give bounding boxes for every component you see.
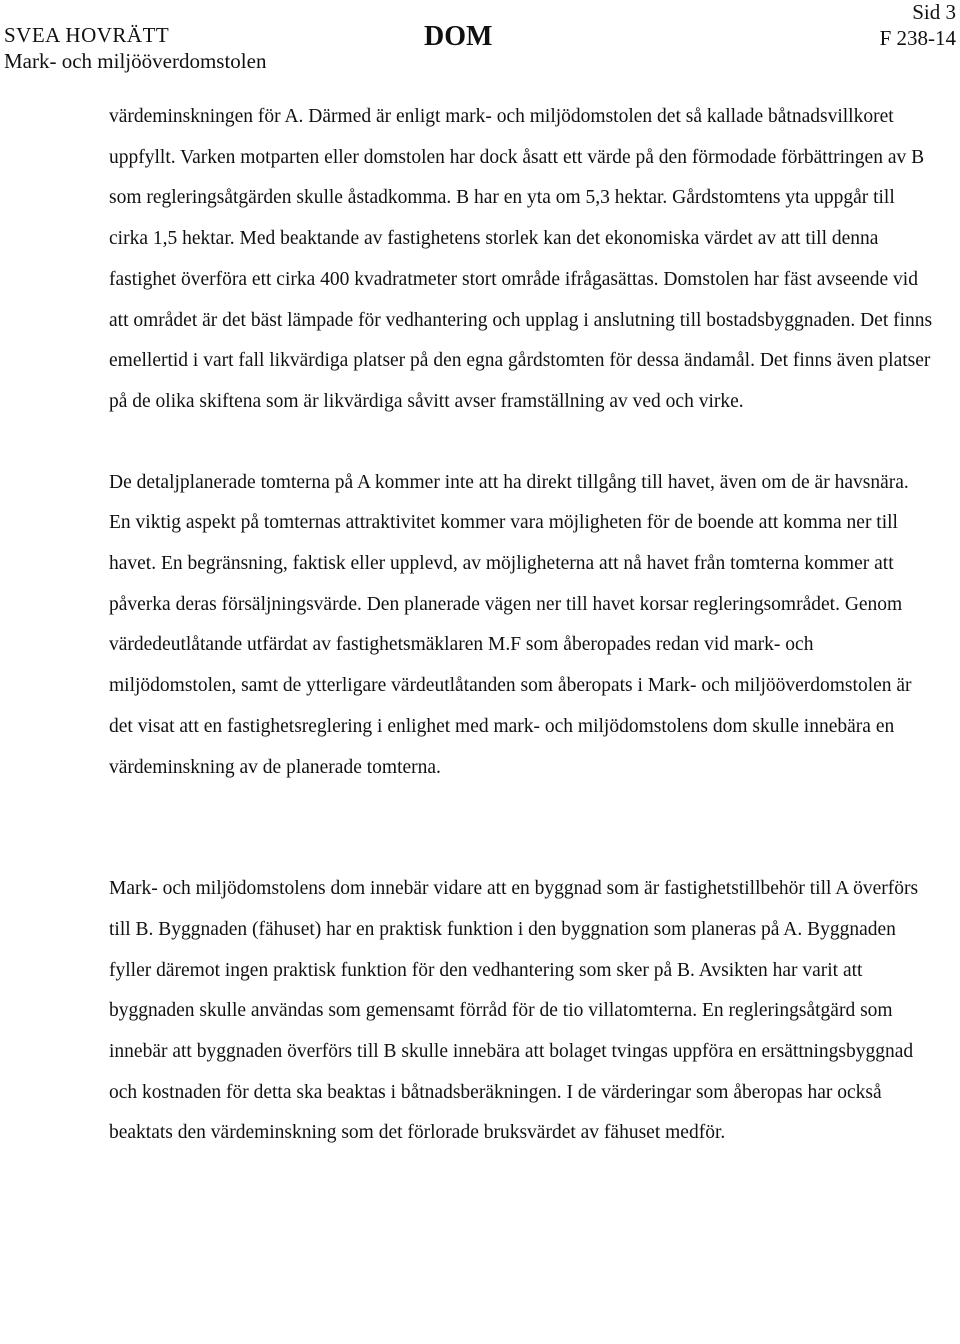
court-name: SVEA HOVRÄTT [4,23,170,47]
page-meta [880,0,956,51]
document-type: DOM [424,21,493,52]
paragraph: värdeminskningen för A. Därmed är enligt mark- och miljödomstolen det så kallade båtnadsvillkoret uppfyllt. Varken motparten eller domstolen har dock åsatt ett värde på den förmodade förbättringen av B som regleringsåtgärden skulle åstadkomma. B har en yta om 5,3 hektar. Gårdstomtens yta uppgår till cirka 1,5 hektar. Med beaktande av fastighetens storlek kan det ekonomiska värdet av att till denna fastighet överföra ett cirka 400 kvadratmeter stort område ifrågasättas. Domstolen har fäst avseende vid att området är det bäst lämpade för vedhantering och upplag i anslutning till bostadsbyggnaden. Det finns emellertid i vart fall likvärdiga platser på den egna gårdstomten för dessa ändamål. Det finns även platser på de olika skiftena som är likvärdiga såvitt avser framställning av ved och virke. [109,106,933,412]
document-body [109,97,935,1154]
paragraph: Mark- och miljödomstolens dom innebär vidare att en byggnad som är fastighetstillbehör till A överförs till B. Byggnaden (fähuset) har en praktisk funktion i den byggnation som planeras på A. Byggnaden fyller däremot ingen praktisk funktion för den vedhantering som sker på B. Avsikten har varit att byggnaden skulle användas som gemensamt förråd för de tio villatomterna. En regleringsåtgärd som innebär att byggnaden överförs till B skulle innebära att bolaget tvingas uppföra en ersättningsbyggnad och kostnaden för detta ska beaktas i båtnadsberäkningen. I de värderingar som åberopas har också beaktats den värdeminskning som det förlorade bruksvärdet av fähuset medför. [109,878,919,1144]
paragraph: De detaljplanerade tomterna på A kommer inte att ha direkt tillgång till havet, även om de är havsnära. En viktig aspekt på tomternas attraktivitet kommer vara möjligheten för de boende att komma ner till havet. En begränsning, faktisk eller upplevd, av möjligheterna att nå havet från tomterna kommer att påverka deras försäljningsvärde. Den planerade vägen ner till havet korsar regleringsområdet. Genom värdedeutlåtande utfärdat av fastighetsmäklaren M.F som åberopades redan vid mark- och miljödomstolen, samt de ytterligare värdeutlåtanden som åberopats i Mark- och miljööverdomstolen är det visat att en fastighetsreglering i enlighet med mark- och miljödomstolens dom skulle innebära en värdeminskning av de planerade tomterna. [109,471,912,778]
case-number: F 238-14 [879,26,956,50]
court-division: Mark- och miljööverdomstolen [4,49,267,73]
court-header [4,22,266,74]
page-number: Sid 3 [912,0,956,24]
